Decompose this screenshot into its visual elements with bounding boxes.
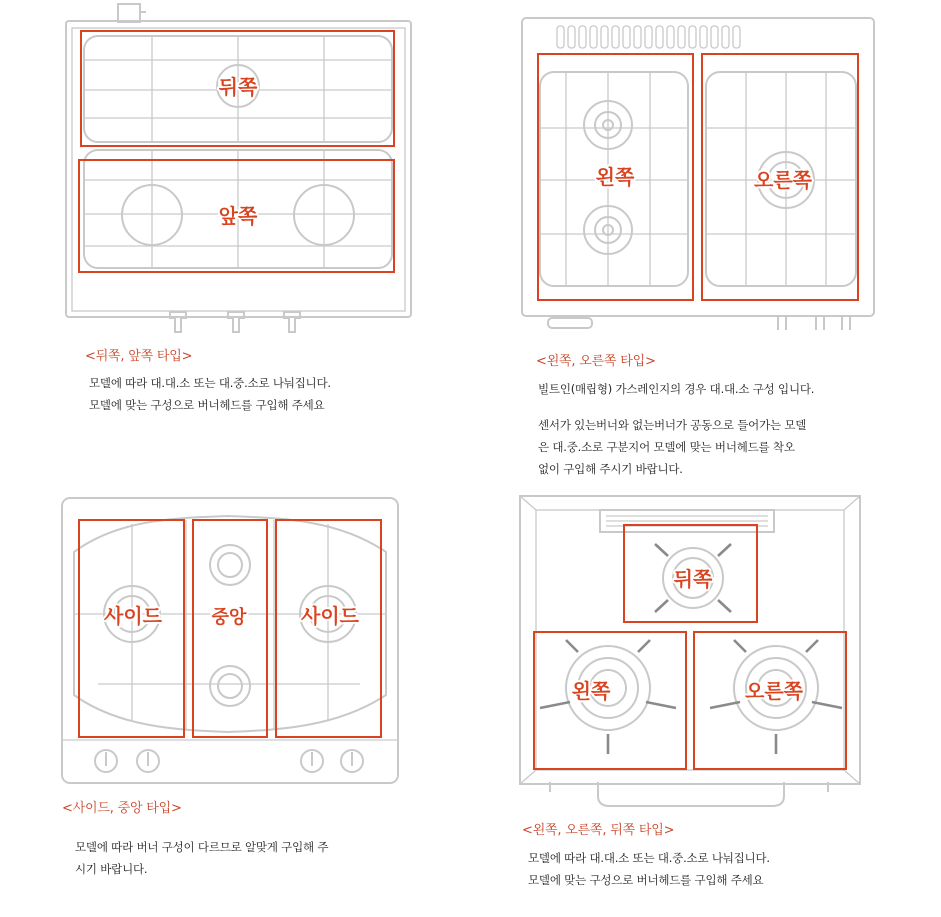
zone-label-back: 뒤쪽 <box>218 75 258 99</box>
zone-label-side-left: 사이드 <box>104 604 162 628</box>
type-title-back-front: <뒤쪽, 앞쪽 타입> <box>85 349 193 364</box>
zone-label-front: 앞쪽 <box>218 204 258 228</box>
zone-label-right: 오른쪽 <box>745 679 803 703</box>
description-line: 모델에 따라 대.대.소 또는 대.중.소로 나눠집니다. <box>528 851 770 865</box>
description-line: 시기 바랍니다. <box>75 862 148 876</box>
zone-label-left: 왼쪽 <box>571 679 611 703</box>
description-line: 은 대.중.소로 구분지어 모델에 맞는 버너헤드를 착오 <box>538 440 795 454</box>
description-line: 없이 구입해 주시기 바랍니다. <box>538 462 683 476</box>
type-title-left-right-back: <왼쪽, 오른쪽, 뒤쪽 타입> <box>522 823 675 838</box>
type-description-left-right-sensor <box>538 414 806 480</box>
zone-label-side-right: 사이드 <box>301 604 359 628</box>
description-line: 모델에 따라 대.대.소 또는 대.중.소로 나눠집니다. <box>89 376 331 390</box>
panel-side-center <box>0 490 470 917</box>
zone-label-back: 뒤쪽 <box>673 567 713 591</box>
type-description-left-right <box>538 378 814 400</box>
description-line: 모델에 맞는 구성으로 버너헤드를 구입해 주세요 <box>89 398 325 412</box>
description-line: 빌트인(매립형) 가스레인지의 경우 대.대.소 구성 입니다. <box>538 382 815 396</box>
description-line: 모델에 따라 버너 구성이 다르므로 알맞게 구입해 주 <box>75 840 329 854</box>
zone-label-center: 중앙 <box>211 607 247 628</box>
panel-left-right <box>470 0 941 490</box>
type-title-side-center: <사이드, 중앙 타입> <box>62 801 182 816</box>
zone-label-right: 오른쪽 <box>754 168 812 192</box>
description-line: 모델에 맞는 구성으로 버너헤드를 구입해 주세요 <box>528 873 764 887</box>
panel-left-right-back <box>470 490 941 917</box>
type-title-left-right: <왼쪽, 오른쪽 타입> <box>536 354 656 369</box>
panel-back-front <box>0 0 470 450</box>
type-description-back-front <box>89 372 331 416</box>
zone-label-left: 왼쪽 <box>595 165 635 189</box>
type-description-left-right-back <box>528 847 770 891</box>
description-line: 센서가 있는버너와 없는버너가 공동으로 들어가는 모델 <box>538 418 807 432</box>
type-description-side-center <box>75 836 328 880</box>
